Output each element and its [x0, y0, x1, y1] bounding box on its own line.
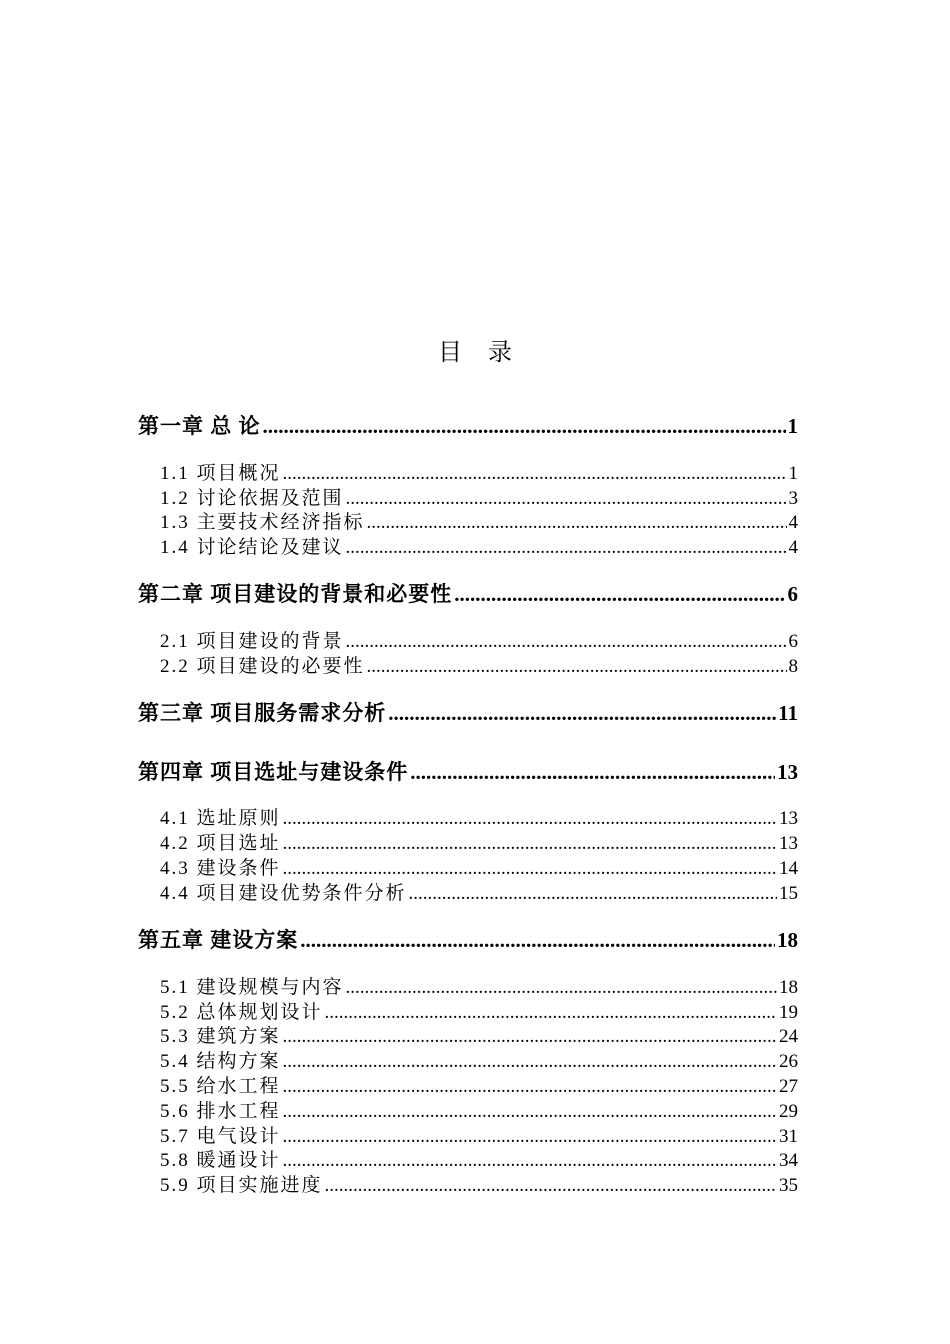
toc-page-number: 4 [788, 512, 798, 533]
toc-page-number: 4 [788, 537, 798, 558]
dot-leader [283, 1024, 777, 1049]
toc-entry[interactable] [160, 1049, 798, 1074]
toc-entry[interactable] [138, 412, 798, 440]
toc-page-number: 13 [779, 833, 798, 854]
dot-leader [283, 806, 777, 831]
dot-leader [283, 1148, 777, 1173]
dot-leader [283, 1124, 777, 1149]
toc-label: 第四章 项目选址与建设条件 [138, 760, 409, 784]
toc-page-number: 1 [788, 463, 798, 484]
toc-page-number: 24 [779, 1026, 798, 1047]
dot-leader [346, 975, 777, 1000]
toc-label: 5.1 建设规模与内容 [160, 977, 344, 998]
toc-page-number: 18 [779, 977, 798, 998]
toc-label: 5.4 结构方案 [160, 1051, 281, 1072]
toc-entry[interactable] [160, 1000, 798, 1025]
dot-leader [283, 1074, 777, 1099]
dot-leader [325, 1000, 777, 1025]
dot-leader [367, 510, 787, 535]
toc-label: 5.5 给水工程 [160, 1076, 281, 1097]
toc-label: 5.7 电气设计 [160, 1126, 281, 1147]
toc-entry[interactable] [160, 486, 798, 511]
toc-page-number: 27 [779, 1076, 798, 1097]
dot-leader [300, 926, 775, 954]
toc-entry[interactable] [160, 831, 798, 856]
toc-entry[interactable] [160, 1173, 798, 1198]
toc-page-number: 31 [779, 1126, 798, 1147]
toc-entry[interactable] [160, 1074, 798, 1099]
dot-leader [263, 412, 786, 440]
dot-leader [283, 831, 777, 856]
toc-entry[interactable] [160, 856, 798, 881]
toc-entry[interactable] [160, 654, 798, 679]
toc-label: 1.3 主要技术经济指标 [160, 512, 365, 533]
toc-label: 第二章 项目建设的背景和必要性 [138, 582, 453, 606]
toc-label: 第五章 建设方案 [138, 928, 299, 952]
toc-page-number: 34 [779, 1150, 798, 1171]
toc-label: 第三章 项目服务需求分析 [138, 701, 387, 725]
toc-entry[interactable] [138, 926, 798, 954]
dot-leader [283, 461, 787, 486]
dot-leader [283, 856, 777, 881]
dot-leader [346, 486, 787, 511]
toc-page-number: 18 [777, 928, 798, 952]
toc-page-number: 13 [779, 808, 798, 829]
toc-label: 1.2 讨论依据及范围 [160, 488, 344, 509]
toc-entry[interactable] [160, 1024, 798, 1049]
toc-entry[interactable] [160, 629, 798, 654]
toc-label: 5.9 项目实施进度 [160, 1175, 323, 1196]
toc-entry[interactable] [138, 699, 798, 727]
toc-entry[interactable] [138, 758, 798, 786]
toc-page-number: 3 [788, 488, 798, 509]
toc-entry[interactable] [160, 1148, 798, 1173]
toc-page-number: 35 [779, 1175, 798, 1196]
dot-leader [325, 1173, 777, 1198]
dot-leader [367, 654, 787, 679]
toc-entry[interactable] [160, 535, 798, 560]
dot-leader [409, 881, 777, 906]
dot-leader [283, 1099, 777, 1124]
toc-label: 2.1 项目建设的背景 [160, 631, 344, 652]
toc-label: 1.1 项目概况 [160, 463, 281, 484]
dot-leader [346, 629, 787, 654]
toc-page-number: 6 [788, 631, 798, 652]
toc-label: 5.8 暖通设计 [160, 1150, 281, 1171]
dot-leader [410, 758, 775, 786]
toc-label: 4.1 选址原则 [160, 808, 281, 829]
toc-entry[interactable] [160, 881, 798, 906]
toc-page-number: 26 [779, 1051, 798, 1072]
toc-page-number: 11 [778, 701, 798, 725]
toc-label: 1.4 讨论结论及建议 [160, 537, 344, 558]
toc-page-number: 13 [777, 760, 798, 784]
toc-page-number: 1 [787, 414, 798, 438]
toc-label: 第一章 总 论 [138, 414, 261, 438]
toc-page-number: 6 [787, 582, 798, 606]
toc-label: 4.3 建设条件 [160, 858, 281, 879]
toc-entry[interactable] [160, 975, 798, 1000]
toc-label: 5.6 排水工程 [160, 1101, 281, 1122]
toc-entry[interactable] [160, 806, 798, 831]
toc-page-number: 14 [779, 858, 798, 879]
toc-page-number: 29 [779, 1101, 798, 1122]
toc-page-number: 8 [788, 656, 798, 677]
toc-entry[interactable] [160, 1099, 798, 1124]
toc-label: 5.3 建筑方案 [160, 1026, 281, 1047]
dot-leader [388, 699, 776, 727]
toc-label: 2.2 项目建设的必要性 [160, 656, 365, 677]
toc-label: 4.2 项目选址 [160, 833, 281, 854]
dot-leader [346, 535, 787, 560]
toc-entry[interactable] [160, 1124, 798, 1149]
toc-entry[interactable] [160, 461, 798, 486]
toc-title: 目录 [438, 340, 538, 366]
dot-leader [283, 1049, 777, 1074]
toc-page-number: 15 [779, 883, 798, 904]
toc-label: 4.4 项目建设优势条件分析 [160, 883, 407, 904]
toc-label: 5.2 总体规划设计 [160, 1002, 323, 1023]
toc-entry[interactable] [160, 510, 798, 535]
dot-leader [454, 580, 785, 608]
toc-page-number: 19 [779, 1002, 798, 1023]
toc-entry[interactable] [138, 580, 798, 608]
